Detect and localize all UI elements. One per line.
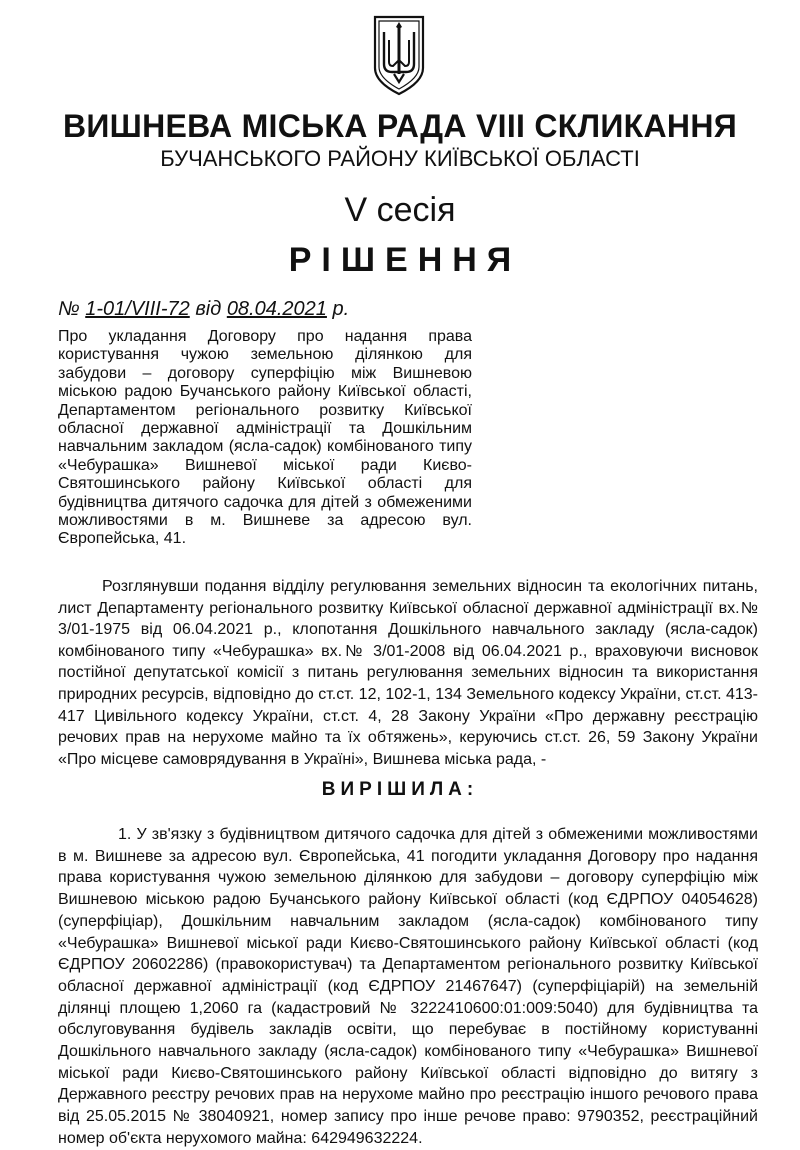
decision-number-line (58, 296, 349, 322)
decision-number: 1-01/VIII-72 (85, 298, 190, 320)
year-suffix: р. (332, 298, 350, 320)
council-name: ВИШНЕВА МІСЬКА РАДА VIII СКЛИКАННЯ (62, 108, 738, 144)
document-type: РІШЕННЯ (288, 241, 522, 279)
district-name: БУЧАНСЬКОГО РАЙОНУ КИЇВСЬКОЇ ОБЛАСТІ (160, 146, 640, 171)
number-prefix: № (58, 298, 80, 320)
from-word: від (195, 298, 222, 320)
decision-item-1: 1. У зв'язку з будівництвом дитячого садочка для дітей з обмеженими можливостями в м. Вишневе за адресою вул. Європейська, 41 погодити укладання Договору про надання права користування чужою земельною ділянкою для забудови – договору суперфіцію між Вишневою міською радою Бучанського району Київської області (код ЄДРПОУ 04054628) (суперфіціар), Дошкільним навчальним закладом (ясла-садок) комбінованого типу «Чебурашка» Вишневої міської ради Києво-Святошинського району Київської області (код ЄДРПОУ 20602286) (правокористувач) та Департаментом регіонального розвитку Київської обласної державної адміністрації (код ЄДРПОУ 21467647) (суперфіціарій) на земельній ділянці площею 1,2060 га (кадастровий № 3222410600:01:009:5040) для будівництва та обслуговування будівель закладів освіти, що перебуває в постійному користуванні Дошкільного навчального закладу (ясла-садок) комбінованого типу «Чебурашка» Вишневої міської ради Києво-Святошинського району Київської області відповідно до витягу з Державного реєстру речових прав на нерухоме майно про реєстрацію іншого речового права від 25.05.2015 № 38040921, номер запису про інше речове право: 9790352, реєстраційний номер об'єкта нерухомого майна: 642949632224. (58, 826, 758, 1147)
decision-subject: Про укладання Договору про надання права користування чужою земельною ділянкою для забудови – договору суперфіцію між Вишневою міською радою Бучанського району Київської області, Департаментом регіонального розвитку Київської обласної державної адміністрації та Дошкільним навчальним закладом (ясла-садок) комбінованого типу «Чебурашка» Вишневої міської ради Києво-Святошинського району Київської області для будівництва дитячого садочка для дітей з обмеженими можливостями в м. Вишневе за адресою вул. Європейська, 41. (58, 328, 472, 548)
preamble-paragraph: Розглянувши подання відділу регулювання земельних відносин та екологічних питань, лист Департаменту регіонального розвитку Київської обласної державної адміністрації вх.№ 3/01-1975 від 06.04.2021 р., клопотання Дошкільного навчального закладу (ясла-садок) комбінованого типу «Чебурашка» вх.№ 3/01-2008 від 06.04.2021 р., враховуючи висновок постійної депутатської комісії з питань регулювання земельних відносин та використання природних ресурсів, відповідно до ст.ст. 12, 102-1, 134 Земельного кодексу України, ст.ст. 413-417 Цивільного кодексу України, ст.ст. 4, 28 Закону України «Про державну реєстрацію речових прав на нерухоме майно та їх обтяжень», керуючись ст.ст. 26, 59 Закону України «Про місцеве самоврядування в Україні», Вишнева міська рада, - (58, 578, 758, 768)
session-title: V сесія (344, 191, 456, 229)
decision-date: 08.04.2021 (226, 298, 327, 320)
coat-of-arms-icon (372, 14, 426, 96)
resolved-heading: ВИРІШИЛА: (321, 779, 479, 800)
